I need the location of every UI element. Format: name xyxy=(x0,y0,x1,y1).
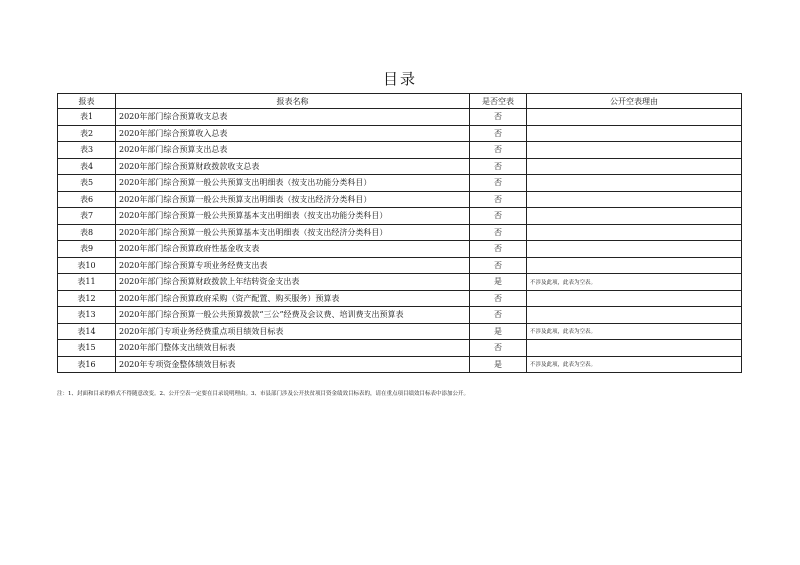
table-row xyxy=(58,340,742,357)
cell-report-name: 2020年部门综合预算专项业务经费支出表 xyxy=(116,257,470,274)
cell-is-empty: 否 xyxy=(470,208,527,225)
cell-empty-reason xyxy=(527,257,742,274)
column-header-empty: 是否空表 xyxy=(470,94,527,109)
table-row xyxy=(58,356,742,373)
cell-report-name: 2020年部门整体支出绩效目标表 xyxy=(116,340,470,357)
cell-report-name: 2020年部门综合预算一般公共预算拨款“三公”经费及会议费、培训费支出预算表 xyxy=(116,307,470,324)
table-row xyxy=(58,323,742,340)
cell-report-name: 2020年部门综合预算一般公共预算基本支出明细表（按支出经济分类科目） xyxy=(116,224,470,241)
cell-empty-reason: 不涉及此项，此表为空表。 xyxy=(527,356,742,373)
table-row xyxy=(58,125,742,142)
cell-is-empty: 否 xyxy=(470,191,527,208)
cell-report-no: 表3 xyxy=(58,142,116,159)
cell-empty-reason xyxy=(527,142,742,159)
toc-table xyxy=(57,93,742,373)
cell-empty-reason xyxy=(527,191,742,208)
cell-report-name: 2020年部门综合预算收支总表 xyxy=(116,109,470,126)
cell-report-name: 2020年部门综合预算一般公共预算支出明细表（按支出功能分类科目） xyxy=(116,175,470,192)
cell-report-no: 表10 xyxy=(58,257,116,274)
cell-report-no: 表8 xyxy=(58,224,116,241)
table-row xyxy=(58,191,742,208)
cell-report-name: 2020年部门综合预算政府性基金收支表 xyxy=(116,241,470,258)
cell-report-no: 表2 xyxy=(58,125,116,142)
table-row xyxy=(58,175,742,192)
table-row xyxy=(58,158,742,175)
cell-report-no: 表12 xyxy=(58,290,116,307)
cell-empty-reason xyxy=(527,125,742,142)
cell-empty-reason: 不涉及此项，此表为空表。 xyxy=(527,323,742,340)
cell-report-name: 2020年部门专项业务经费重点项目绩效目标表 xyxy=(116,323,470,340)
cell-is-empty: 否 xyxy=(470,158,527,175)
cell-empty-reason xyxy=(527,109,742,126)
cell-report-no: 表13 xyxy=(58,307,116,324)
cell-is-empty: 否 xyxy=(470,241,527,258)
cell-report-no: 表16 xyxy=(58,356,116,373)
cell-is-empty: 是 xyxy=(470,323,527,340)
cell-report-no: 表9 xyxy=(58,241,116,258)
table-row xyxy=(58,224,742,241)
cell-empty-reason: 不涉及此项，此表为空表。 xyxy=(527,274,742,291)
cell-report-no: 表4 xyxy=(58,158,116,175)
cell-is-empty: 否 xyxy=(470,224,527,241)
cell-empty-reason xyxy=(527,158,742,175)
cell-report-no: 表11 xyxy=(58,274,116,291)
column-header-no: 报表 xyxy=(58,94,116,109)
cell-is-empty: 否 xyxy=(470,109,527,126)
cell-is-empty: 否 xyxy=(470,175,527,192)
cell-report-name: 2020年部门综合预算一般公共预算基本支出明细表（按支出功能分类科目） xyxy=(116,208,470,225)
cell-is-empty: 是 xyxy=(470,356,527,373)
footnote: 注：1、封面和目录的格式不得随意改变。2、公开空表一定要在目录说明理由。3、市县部门涉及公开扶贫项目资金绩效目标表的，请在重点项目绩效目标表中添加公开。 xyxy=(57,391,470,397)
cell-is-empty: 否 xyxy=(470,290,527,307)
cell-is-empty: 否 xyxy=(470,340,527,357)
cell-empty-reason xyxy=(527,224,742,241)
cell-report-no: 表14 xyxy=(58,323,116,340)
cell-report-no: 表15 xyxy=(58,340,116,357)
cell-empty-reason xyxy=(527,241,742,258)
cell-is-empty: 否 xyxy=(470,142,527,159)
cell-report-name: 2020年部门综合预算支出总表 xyxy=(116,142,470,159)
table-row xyxy=(58,208,742,225)
table-row xyxy=(58,109,742,126)
cell-report-name: 2020年部门综合预算一般公共预算支出明细表（按支出经济分类科目） xyxy=(116,191,470,208)
cell-empty-reason xyxy=(527,208,742,225)
cell-is-empty: 否 xyxy=(470,125,527,142)
cell-report-no: 表7 xyxy=(58,208,116,225)
table-row xyxy=(58,307,742,324)
cell-empty-reason xyxy=(527,340,742,357)
cell-report-name: 2020年部门综合预算收入总表 xyxy=(116,125,470,142)
column-header-name: 报表名称 xyxy=(116,94,470,109)
cell-is-empty: 是 xyxy=(470,274,527,291)
cell-report-no: 表5 xyxy=(58,175,116,192)
table-row xyxy=(58,290,742,307)
table-row xyxy=(58,274,742,291)
table-body xyxy=(58,109,742,373)
table-row xyxy=(58,142,742,159)
table-row xyxy=(58,257,742,274)
cell-is-empty: 否 xyxy=(470,257,527,274)
cell-report-no: 表6 xyxy=(58,191,116,208)
cell-is-empty: 否 xyxy=(470,307,527,324)
cell-empty-reason xyxy=(527,175,742,192)
cell-report-name: 2020年部门综合预算财政拨款上年结转资金支出表 xyxy=(116,274,470,291)
cell-empty-reason xyxy=(527,290,742,307)
column-header-reason: 公开空表理由 xyxy=(527,94,742,109)
table-header-row xyxy=(58,94,742,109)
cell-report-no: 表1 xyxy=(58,109,116,126)
cell-empty-reason xyxy=(527,307,742,324)
cell-report-name: 2020年部门综合预算政府采购（资产配置、购买服务）预算表 xyxy=(116,290,470,307)
page-title: 目录 xyxy=(382,70,417,88)
table-row xyxy=(58,241,742,258)
cell-report-name: 2020年专项资金整体绩效目标表 xyxy=(116,356,470,373)
cell-report-name: 2020年部门综合预算财政拨款收支总表 xyxy=(116,158,470,175)
